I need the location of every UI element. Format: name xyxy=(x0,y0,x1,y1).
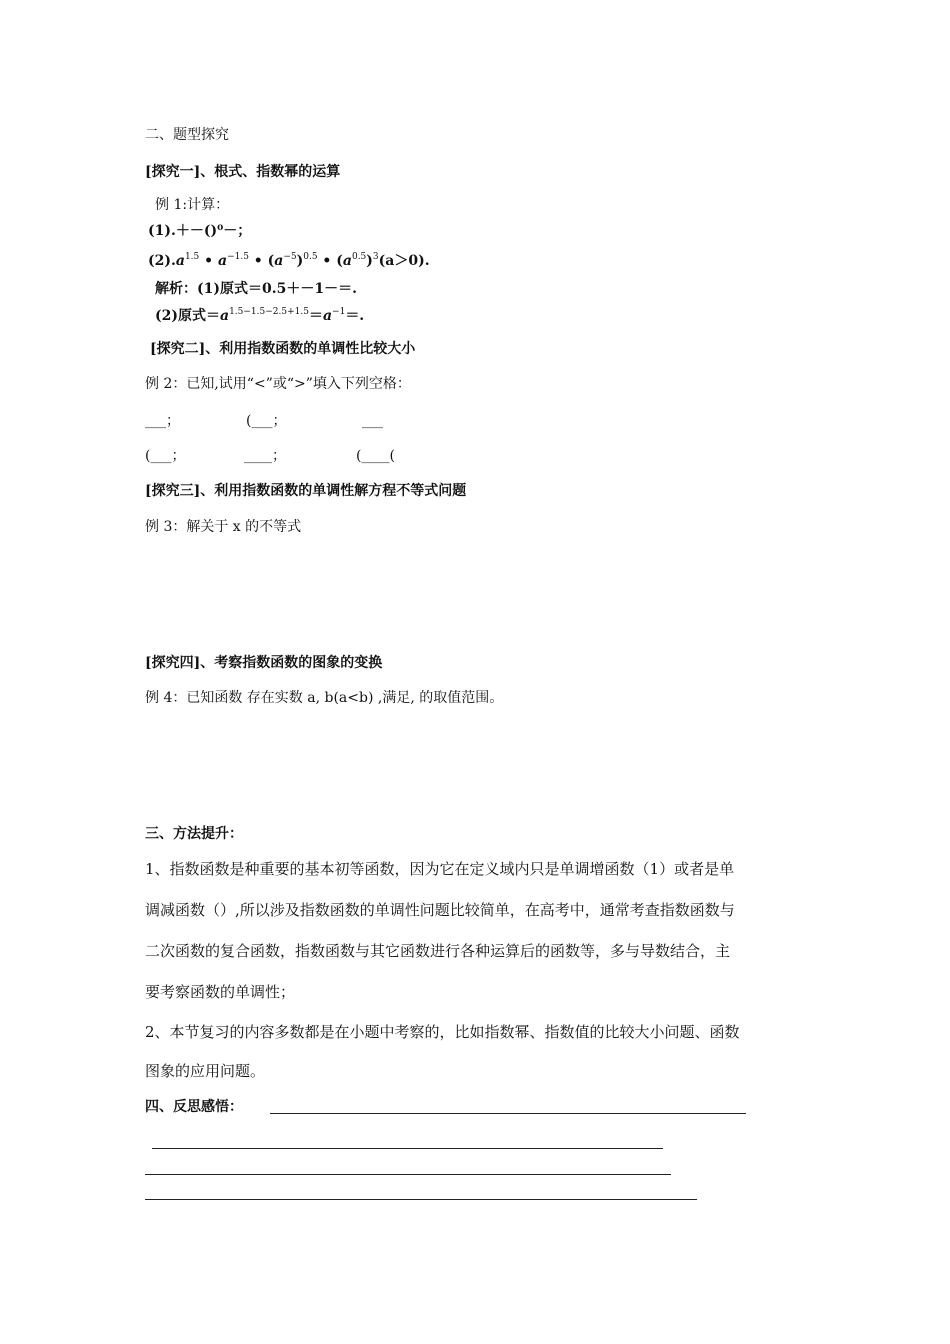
example3-label: 例 3：解关于 x 的不等式 xyxy=(145,519,302,535)
example4-label: 例 4：已知函数 存在实数 a, b(a<b) ,满足, 的取值范围。 xyxy=(145,690,504,706)
method-p1-line3: 二次函数的复合函数，指数函数与其它函数进行各种运算后的函数等，多与导数结合，主 xyxy=(145,942,731,960)
reflection-line-1[interactable] xyxy=(270,1113,746,1114)
section-title-4: 四、反思感悟： xyxy=(145,1099,243,1115)
section-title-2: 二、题型探究 xyxy=(145,127,229,143)
reflection-line-2[interactable] xyxy=(152,1148,663,1149)
explore2-title: [探究二]、利用指数函数的单调性比较大小 xyxy=(150,341,416,357)
reflection-line-3[interactable] xyxy=(145,1174,671,1175)
method-p1-line2: 调减函数（）,所以涉及指数函数的单调性问题比较简单，在高考中，通常考查指数函数与 xyxy=(145,901,735,919)
method-p2-line1: 2、本节复习的内容多数都是在小题中考察的，比如指数幂、指数值的比较大小问题、函数 xyxy=(145,1023,740,1041)
example1-label: 例 1:计算： xyxy=(155,197,230,213)
explore1-title: [探究一]、根式、指数幂的运算 xyxy=(145,164,341,180)
blank-2-3[interactable]: (____( xyxy=(356,448,395,464)
blank-1-3[interactable]: ___ xyxy=(362,413,383,429)
blank-1-1[interactable]: ___； xyxy=(145,413,180,429)
section-title-3: 三、方法提升： xyxy=(145,826,243,842)
method-p2-line2: 图象的应用问题。 xyxy=(145,1062,266,1080)
blank-2-1[interactable]: (___； xyxy=(145,448,186,464)
explore4-title: [探究四]、考察指数函数的图象的变换 xyxy=(145,655,383,671)
solution-line2: (2)原式$=a^{1.5-1.5-2.5+1.5}=a^{-1}=$. xyxy=(155,307,365,324)
reflection-line-4[interactable] xyxy=(145,1199,697,1200)
method-p1-line1: 1、指数函数是种重要的基本初等函数，因为它在定义域内只是单调增函数（1）或者是单 xyxy=(145,860,735,878)
example1-item2: $(2).a^{1.5}$ • $a^{-1.5}$ • $(a^{-5})^{0.5}$ • $(a^{0.5})^3(a>0)$. xyxy=(148,252,430,269)
method-p1-line4: 要考察函数的单调性； xyxy=(145,983,296,1001)
solution-line1: 解析：(1)原式＝0.5＋－1－＝. xyxy=(155,281,357,297)
explore3-title: [探究三]、利用指数函数的单调性解方程不等式问题 xyxy=(145,483,467,499)
example2-label: 例 2：已知,试用“<”或“>”填入下列空格： xyxy=(145,376,411,392)
example1-item1: (1).＋－()⁰－； xyxy=(148,223,252,239)
blank-2-2[interactable]: ____； xyxy=(244,448,286,464)
blank-1-2[interactable]: (___； xyxy=(246,413,287,429)
